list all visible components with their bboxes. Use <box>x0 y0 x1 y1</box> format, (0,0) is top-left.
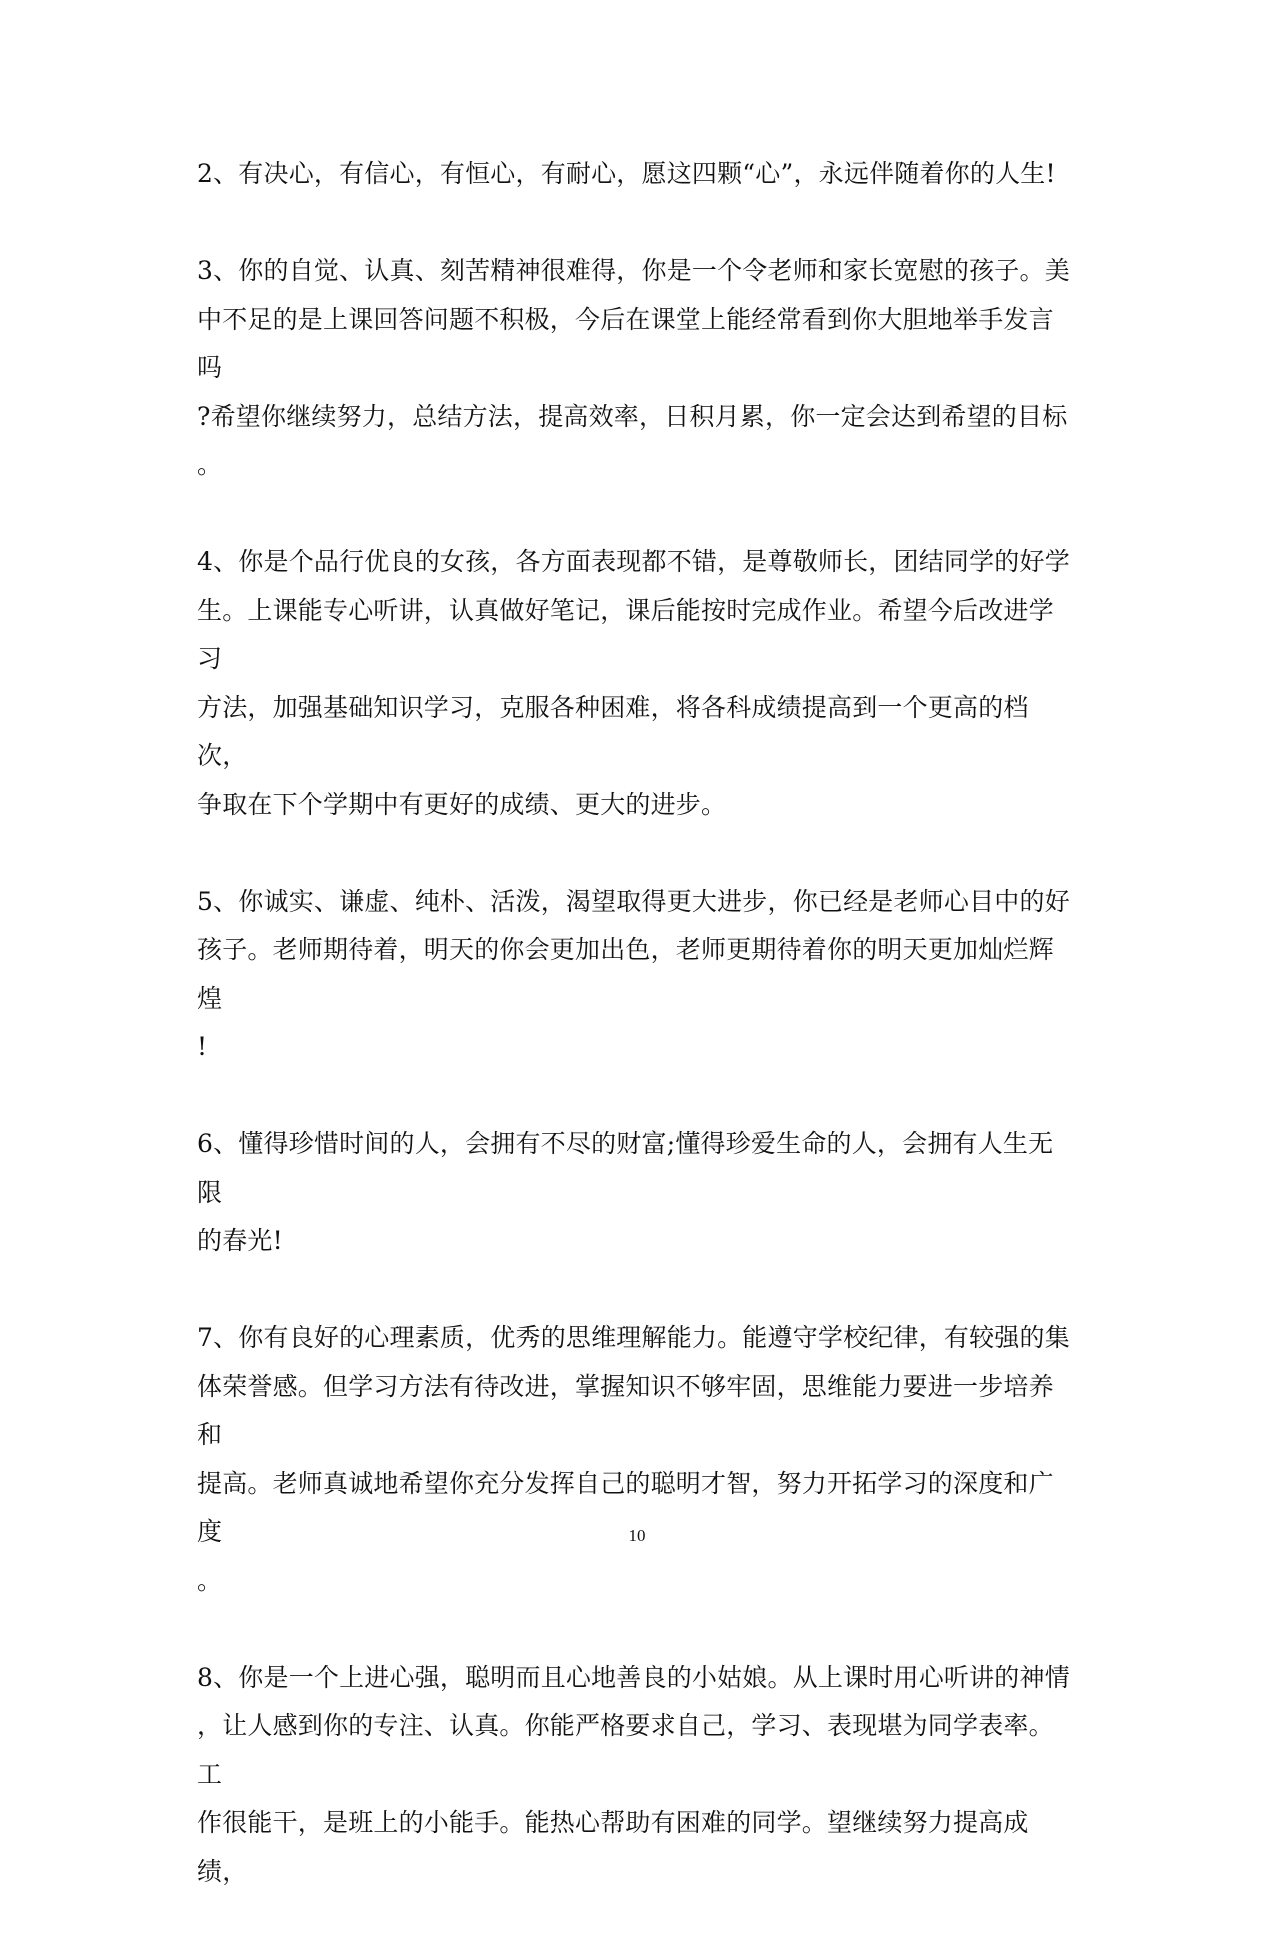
paragraph-item-3: 3、你的自觉、认真、刻苦精神很难得，你是一个令老师和家长宽慰的孩子。美 中不足的是上课回答问题不积极，今后在课堂上能经常看到你大胆地举手发言吗 ?希望你继续努力，总结方法，提高效率，日积月累，你一定会达到希望的目标 。 <box>197 256 1070 479</box>
paragraph-item-5: 5、你诚实、谦虚、纯朴、活泼，渴望取得更大进步，你已经是老师心目中的好 孩子。老师期待着，明天的你会更加出色，老师更期待着你的明天更加灿烂辉煌 ! <box>197 886 1070 1061</box>
paragraph-item-2: 2、有决心，有信心，有恒心，有耐心，愿这四颗“心”，永远伴随着你的人生! <box>197 159 1056 188</box>
document-body <box>197 150 1077 1945</box>
paragraph-item-7: 7、你有良好的心理素质，优秀的思维理解能力。能遵守学校纪律，有较强的集 体荣誉感。但学习方法有待改进，掌握知识不够牢固，思维能力要进一步培养和 提高。老师真诚地希望你充分发挥自己的聪明才智，努力开拓学习的深度和广度 。 <box>197 1323 1070 1595</box>
page-number: 10 <box>628 1526 646 1545</box>
paragraph-item-8: 8、你是一个上进心强，聪明而且心地善良的小姑娘。从上课时用心听讲的神情 ，让人感到你的专注、认真。你能严格要求自己，学习、表现堪为同学表率。工 作很能干，是班上的小能手。能热心帮助有困难的同学。望继续努力提高成绩， <box>197 1662 1070 1886</box>
paragraph-item-6: 6、懂得珍惜时间的人，会拥有不尽的财富;懂得珍爱生命的人，会拥有人生无限 的春光! <box>197 1129 1054 1255</box>
paragraph-item-4: 4、你是个品行优良的女孩，各方面表现都不错，是尊敬师长，团结同学的好学 生。上课能专心听讲，认真做好笔记，课后能按时完成作业。希望今后改进学习 方法，加强基础知识学习，克服各种困难，将各科成绩提高到一个更高的档次， 争取在下个学期中有更好的成绩、更大的进步。 <box>197 547 1070 819</box>
